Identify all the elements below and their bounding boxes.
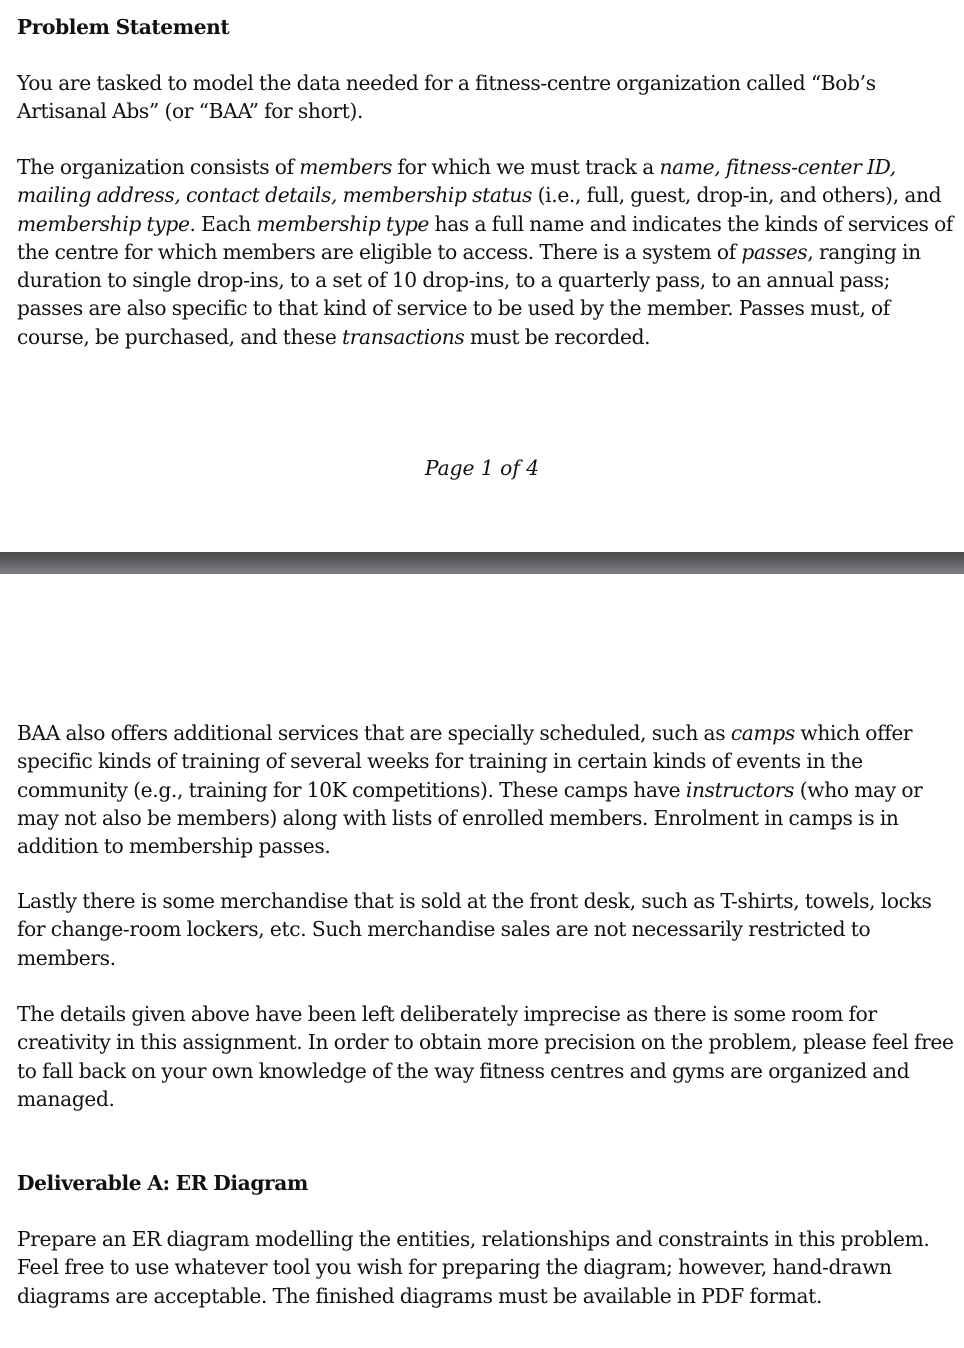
problem-statement-heading: Problem Statement (17, 15, 230, 39)
term-camps: camps (730, 721, 795, 745)
term-members: members (299, 155, 392, 179)
document-page-2 (0, 574, 964, 1348)
camps-paragraph: BAA also offers additional services that are specially scheduled, such as camps which offer specific kinds of training of several weeks for training in certain kinds of events in the community (e.g., training for 10K competitions). These camps have instructors (who may or may not also be members) along with lists of enrolled members. Enrolment in camps is in addition to membership passes. (17, 721, 923, 859)
term-passes: passes (741, 239, 808, 264)
intro-paragraph: You are tasked to model the data needed for a fitness-centre organization called “Bob’s Artisanal Abs” (or “BAA” for short). (17, 71, 876, 124)
term-membership-type-2: membership type (256, 211, 429, 236)
term-name-fitness-center-id: name, fitness-center ID, (659, 155, 896, 179)
page-separator (0, 552, 964, 574)
er-diagram-paragraph: Prepare an ER diagram modelling the entities, relationships and constraints in this problem. Feel free to use whatever tool you wish for preparing the diagram; however, hand-drawn diagrams are acceptable. The finished diagrams must be available in PDF format. (17, 1227, 930, 1308)
organization-paragraph: The organization consists of members for which we must track a name, fitness-center ID, mailing address, contact details, membership status (i.e., full, guest, drop-in, and others), and membership type. Each membership type has a full name and indicates the kinds of services of the centre for which members are eligible to access. There is a system of passes, ranging in duration to single drop-ins, to a set of 10 drop-ins, to a quarterly pass, to an annual pass; passes are also specific to that kind of service to be used by the member. Passes must, of course, be purchased, and these transactions must be recorded. (17, 155, 954, 349)
term-mailing-contact-status: mailing address, contact details, membership status (17, 183, 533, 208)
deliverable-a-heading: Deliverable A: ER Diagram (17, 1171, 308, 1195)
term-transactions: transactions (341, 324, 465, 349)
merchandise-paragraph: Lastly there is some merchandise that is sold at the front desk, such as T-shirts, towels, locks for change-room lockers, etc. Such merchandise sales are not necessarily restricted to members. (17, 889, 932, 970)
term-instructors: instructors (685, 777, 795, 802)
document-page-1 (0, 0, 964, 552)
details-paragraph: The details given above have been left deliberately imprecise as there is some room for creativity in this assignment. In order to obtain more precision on the problem, please feel free to fall back on your own knowledge of the way fitness centres and gyms are organized and managed. (17, 1002, 954, 1111)
page-number-footer: Page 1 of 4 (424, 456, 540, 480)
term-membership-type: membership type (17, 211, 190, 236)
